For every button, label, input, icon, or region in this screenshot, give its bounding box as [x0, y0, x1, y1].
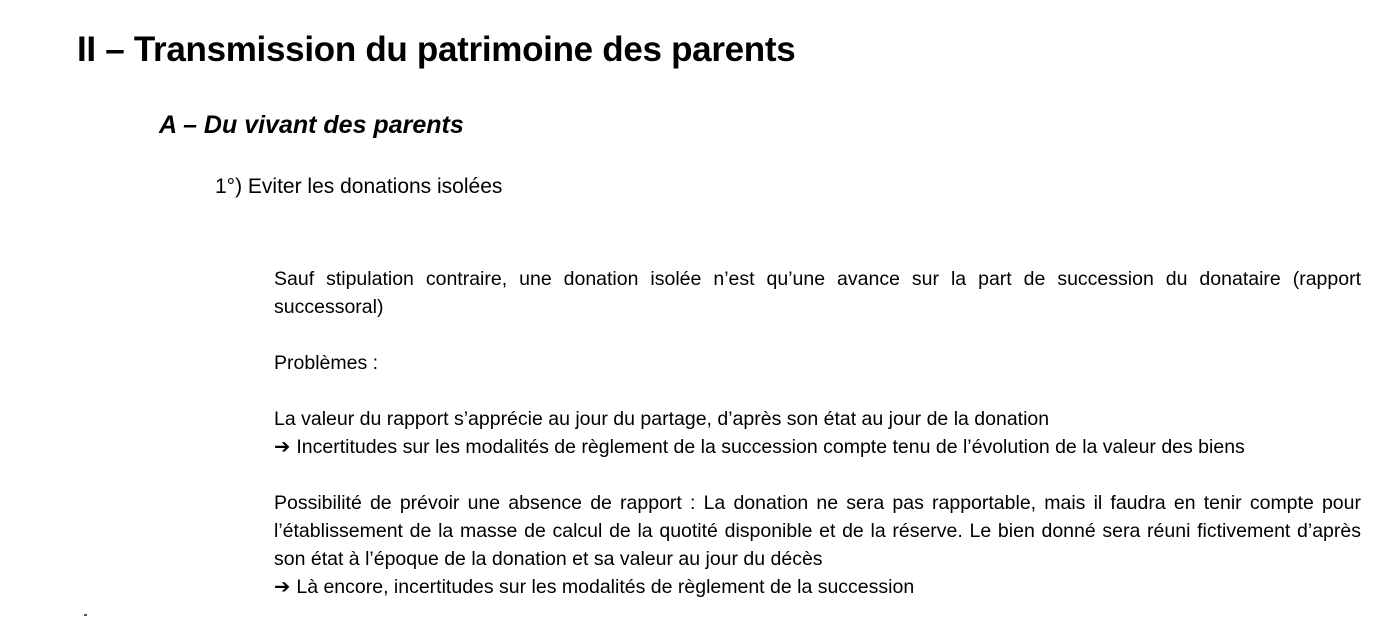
arrow-line [274, 573, 1361, 601]
sub-subsection-heading: 1°) Eviter les donations isolées [215, 175, 503, 198]
arrow-line-text: Incertitudes sur les modalités de règlement de la succession compte tenu de l’évolution de la valeur des biens [296, 436, 1245, 458]
stray-mark [84, 614, 87, 616]
paragraph-rapport-successoral [274, 265, 1361, 321]
problemes-label: Problèmes : [274, 352, 379, 374]
right-arrow-icon: ➔ [274, 576, 291, 598]
subsection-heading: A – Du vivant des parents [159, 111, 464, 139]
right-arrow-icon: ➔ [274, 436, 291, 458]
paragraph-absence-rapport [274, 489, 1361, 601]
arrow-line-text: Là encore, incertitudes sur les modalités de règlement de la succession [296, 576, 915, 598]
paragraph-text: Sauf stipulation contraire, une donation isolée n’est qu’une avance sur la part de succession du donataire (rapport successoral) [274, 268, 1361, 318]
paragraph-valeur-rapport [274, 405, 1361, 461]
paragraph-text: Possibilité de prévoir une absence de rapport : La donation ne sera pas rapportable, mais il faudra en tenir compte pour l’établissement de la masse de calcul de la quotité disponible et de la réserve. Le bien donné sera réuni fictivement d’après son état à l’époque de la donation et sa valeur au jour du décès [274, 492, 1361, 570]
paragraph-problemes [274, 349, 1361, 377]
section-heading: II – Transmission du patrimoine des parents [77, 30, 796, 69]
arrow-line [274, 433, 1361, 461]
paragraph-text: La valeur du rapport s’apprécie au jour du partage, d’après son état au jour de la donation [274, 408, 1050, 430]
